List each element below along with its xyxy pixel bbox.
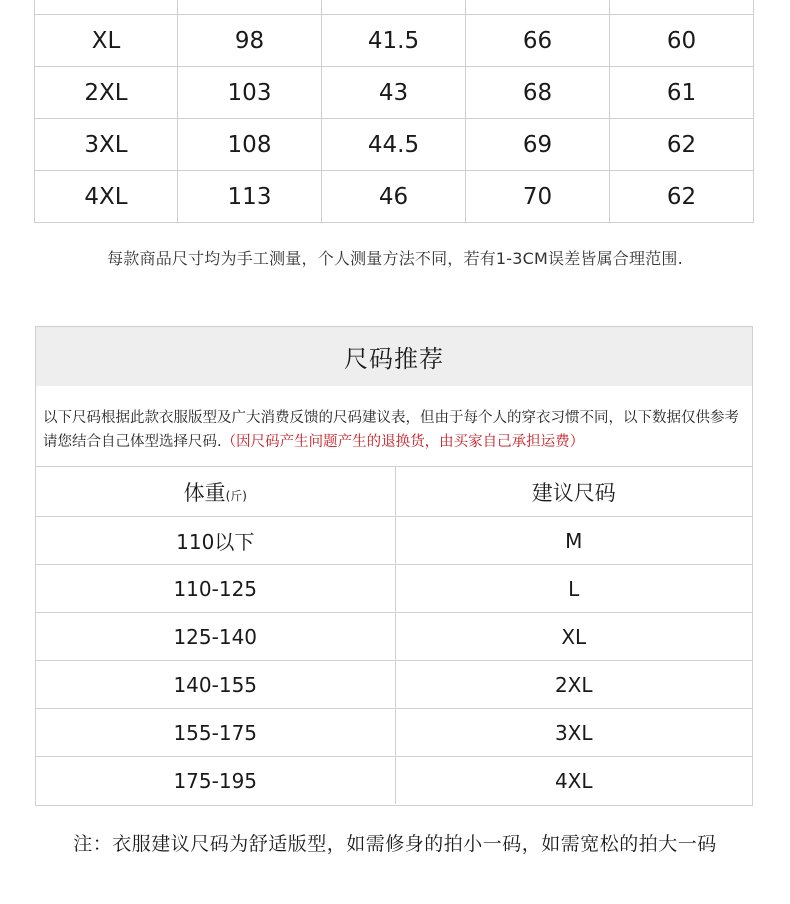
size-recommendation-table (36, 467, 752, 804)
table-cell (322, 0, 466, 15)
size-cell: XL (395, 613, 752, 661)
weight-cell: 155-175 (36, 709, 395, 757)
table-row (36, 757, 752, 805)
table-row (35, 171, 754, 223)
weight-header-label: 体重 (183, 480, 226, 505)
size-cell: XL (35, 15, 178, 67)
table-cell: 108 (178, 119, 322, 171)
size-cell: 2XL (395, 661, 752, 709)
table-cell (178, 0, 322, 15)
table-cell: 62 (610, 119, 754, 171)
table-row (36, 661, 752, 709)
table-cell: 113 (178, 171, 322, 223)
table-body (36, 517, 752, 805)
size-cell: 4XL (554, 768, 593, 793)
size-footnote: 注：衣服建议尺码为舒适版型，如需修身的拍小一码，如需宽松的拍大一码 (73, 833, 717, 855)
table-cell: 98 (178, 15, 322, 67)
table-cell: 70 (466, 171, 610, 223)
table-cell: 41.5 (322, 15, 466, 67)
table-cell: 69 (466, 119, 610, 171)
table-cell: 44.5 (322, 119, 466, 171)
table-row (36, 613, 752, 661)
measurement-table (34, 0, 754, 223)
header-row (36, 467, 752, 517)
table-cell (610, 0, 754, 15)
weight-cell: 110以下 (36, 517, 395, 565)
table-cell: 103 (178, 67, 322, 119)
table-row (35, 15, 754, 67)
table-cell: 68 (466, 67, 610, 119)
table-cell: 43 (322, 67, 466, 119)
table-row (35, 119, 754, 171)
table-cell: 60 (610, 15, 754, 67)
table-cell: 66 (466, 15, 610, 67)
size-cell: 3XL (35, 119, 178, 171)
weight-unit-label: (斤) (225, 488, 247, 503)
table-cell: 46 (322, 171, 466, 223)
weight-cell: 110-125 (36, 565, 395, 613)
size-cell: L (395, 565, 752, 613)
size-recommendation-panel (35, 326, 753, 806)
table-row (36, 565, 752, 613)
table-cell: 62 (610, 171, 754, 223)
size-cell: M (395, 517, 752, 565)
table-row (35, 67, 754, 119)
recommendation-description (36, 386, 752, 467)
size-cell: 4XL (35, 171, 178, 223)
weight-column-header (36, 467, 395, 517)
table-cell (35, 0, 178, 15)
table-cell: 61 (610, 67, 754, 119)
measurement-table-body (35, 0, 754, 223)
measurement-note: 每款商品尺寸均为手工测量，个人测量方法不同，若有1-3CM误差皆属合理范围. (107, 249, 683, 268)
size-column-header: 建议尺码 (395, 467, 752, 517)
section-title: 尺码推荐 (36, 327, 752, 386)
size-cell: 2XL (35, 67, 178, 119)
return-shipping-warning: （因尺码产生问题产生的退换货，由买家自己承担运费） (221, 434, 585, 450)
table-header (36, 467, 752, 517)
weight-cell: 125-140 (36, 613, 395, 661)
table-row (36, 709, 752, 757)
size-cell: 3XL (395, 709, 752, 757)
weight-cell: 175-195 (36, 757, 395, 805)
table-cell (466, 0, 610, 15)
description-text: 以下尺码根据此款衣服版型及广大消费反馈的尺码建议表，但由于每个人的穿衣习惯不同，以下数据仅供参考请您结合自己体型选择尺码. (43, 410, 739, 450)
table-row (36, 517, 752, 565)
table-row (35, 0, 754, 15)
weight-cell: 140-155 (36, 661, 395, 709)
